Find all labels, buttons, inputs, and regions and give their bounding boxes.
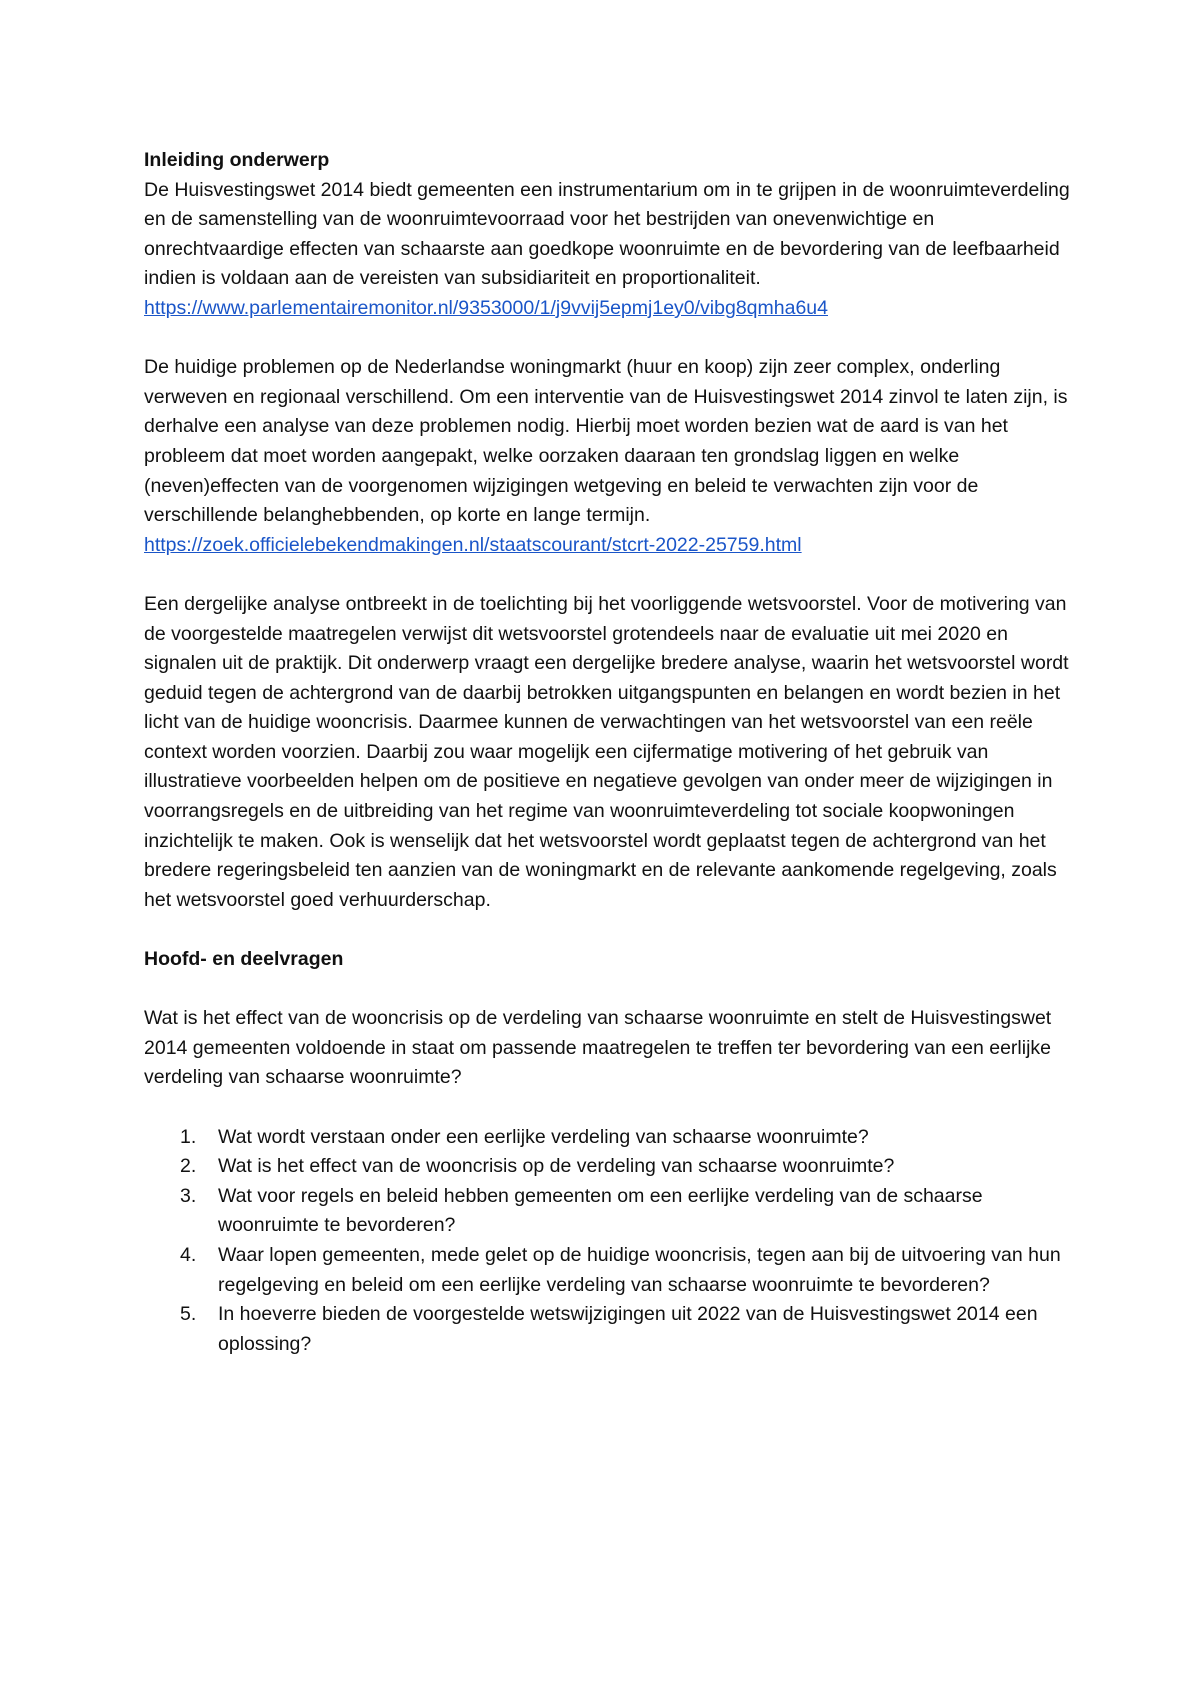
intro-paragraph-3: Een dergelijke analyse ontbreekt in de toelichting bij het voorliggende wetsvoorstel. Voor de motivering van de voorgestelde maatregelen verwijst dit wetsvoorstel grotendeels naar de evaluatie uit mei 2020 en signalen uit de praktijk. Dit onderwerp vraagt een dergelijke bredere analyse, waarin het wetsvoorstel wordt geduid tegen de achtergrond van de daarbij betrokken uitgangspunten en belangen en wordt bezien in het licht van de huidige wooncrisis. Daarmee kunnen de verwachtingen van het wetsvoorstel van een reële context worden voorzien. Daarbij zou waar mogelijk een cijfermatige motivering of het gebruik van illustratieve voorbeelden helpen om de positieve en negatieve gevolgen van onder meer de wijzigingen in voorrangsregels en de uitbreiding van het regime van woonruimteverdeling tot sociale koopwoningen inzichtelijk te maken. Ook is wenselijk dat het wetsvoorstel wordt geplaatst tegen de achtergrond van het bredere regeringsbeleid ten aanzien van de woningmarkt en de relevante aankomende regelgeving, zoals het wetsvoorstel goed verhuurderschap. [144, 592, 1069, 911]
list-item-text: Wat is het effect van de wooncrisis op de verdeling van schaarse woonruimte? [218, 1155, 895, 1178]
list-item-text: Waar lopen gemeenten, mede gelet op de huidige wooncrisis, tegen aan bij de uitvoering van hun regelgeving en beleid om een eerlijke verdeling van schaarse woonruimte te bevorderen? [218, 1243, 1061, 1296]
spacer [144, 324, 1074, 354]
main-question: Wat is het effect van de wooncrisis op de verdeling van schaarse woonruimte en stelt de Huisvestingswet 2014 gemeenten voldoende in staat om passende maatregelen te treffen ter bevordering van een eerlijke verdeling van schaarse woonruimte? [144, 1007, 1052, 1089]
sub-questions-list [144, 1123, 1074, 1360]
spacer [144, 560, 1074, 590]
list-item [144, 1123, 1074, 1153]
list-item [144, 1152, 1074, 1182]
list-item-number: 3. [180, 1184, 197, 1207]
intro-paragraph-2: De huidige problemen op de Nederlandse woningmarkt (huur en koop) zijn zeer complex, onderling verweven en regionaal verschillend. Om een interventie van de Huisvestingswet 2014 zinvol te laten zijn, is derhalve een analyse van deze problemen nodig. Hierbij moet worden bezien wat de aard is van het probleem dat moet worden aangepakt, welke oorzaken daaraan ten grondslag liggen en welke (neven)effecten van de voorgenomen wijzigingen wetgeving en beleid te verwachten zijn voor de verschillende belanghebbenden, op korte en lange termijn. [144, 356, 1068, 527]
intro-heading: Inleiding onderwerp [144, 149, 330, 171]
list-item [144, 1182, 1074, 1241]
list-item-text: Wat wordt verstaan onder een eerlijke verdeling van schaarse woonruimte? [218, 1125, 869, 1148]
spacer [144, 915, 1074, 945]
spacer [144, 1093, 1074, 1123]
list-item-text: In hoeverre bieden de voorgestelde wetswijzigingen uit 2022 van de Huisvestingswet 2014 een oplossing? [218, 1303, 1038, 1355]
spacer [144, 975, 1074, 1005]
list-item [144, 1241, 1074, 1300]
list-item-number: 2. [180, 1155, 197, 1178]
questions-heading: Hoofd- en deelvragen [144, 948, 344, 971]
list-item-number: 5. [180, 1303, 197, 1326]
staatscourant-link[interactable]: https://zoek.officielebekendmakingen.nl/staatscourant/stcrt-2022-25759.html [144, 533, 802, 556]
list-item-text: Wat voor regels en beleid hebben gemeenten om een eerlijke verdeling van de schaarse woonruimte te bevorderen? [218, 1184, 983, 1237]
list-item [144, 1300, 1074, 1359]
list-item-number: 4. [180, 1243, 197, 1266]
document-page [144, 146, 1074, 1359]
list-item-number: 1. [180, 1125, 197, 1148]
intro-paragraph-1: De Huisvestingswet 2014 biedt gemeenten een instrumentarium om in te grijpen in de woonruimteverdeling en de samenstelling van de woonruimtevoorraad voor het bestrijden van onevenwichtige en onrechtvaardige effecten van schaarste aan goedkope woonruimte en de bevordering van de leefbaarheid indien is voldaan aan de vereisten van subsidiariteit en proportionaliteit. [144, 178, 1070, 290]
parlementaire-monitor-link[interactable]: https://www.parlementairemonitor.nl/9353000/1/j9vvij5epmj1ey0/vibg8qmha6u4 [144, 296, 828, 319]
